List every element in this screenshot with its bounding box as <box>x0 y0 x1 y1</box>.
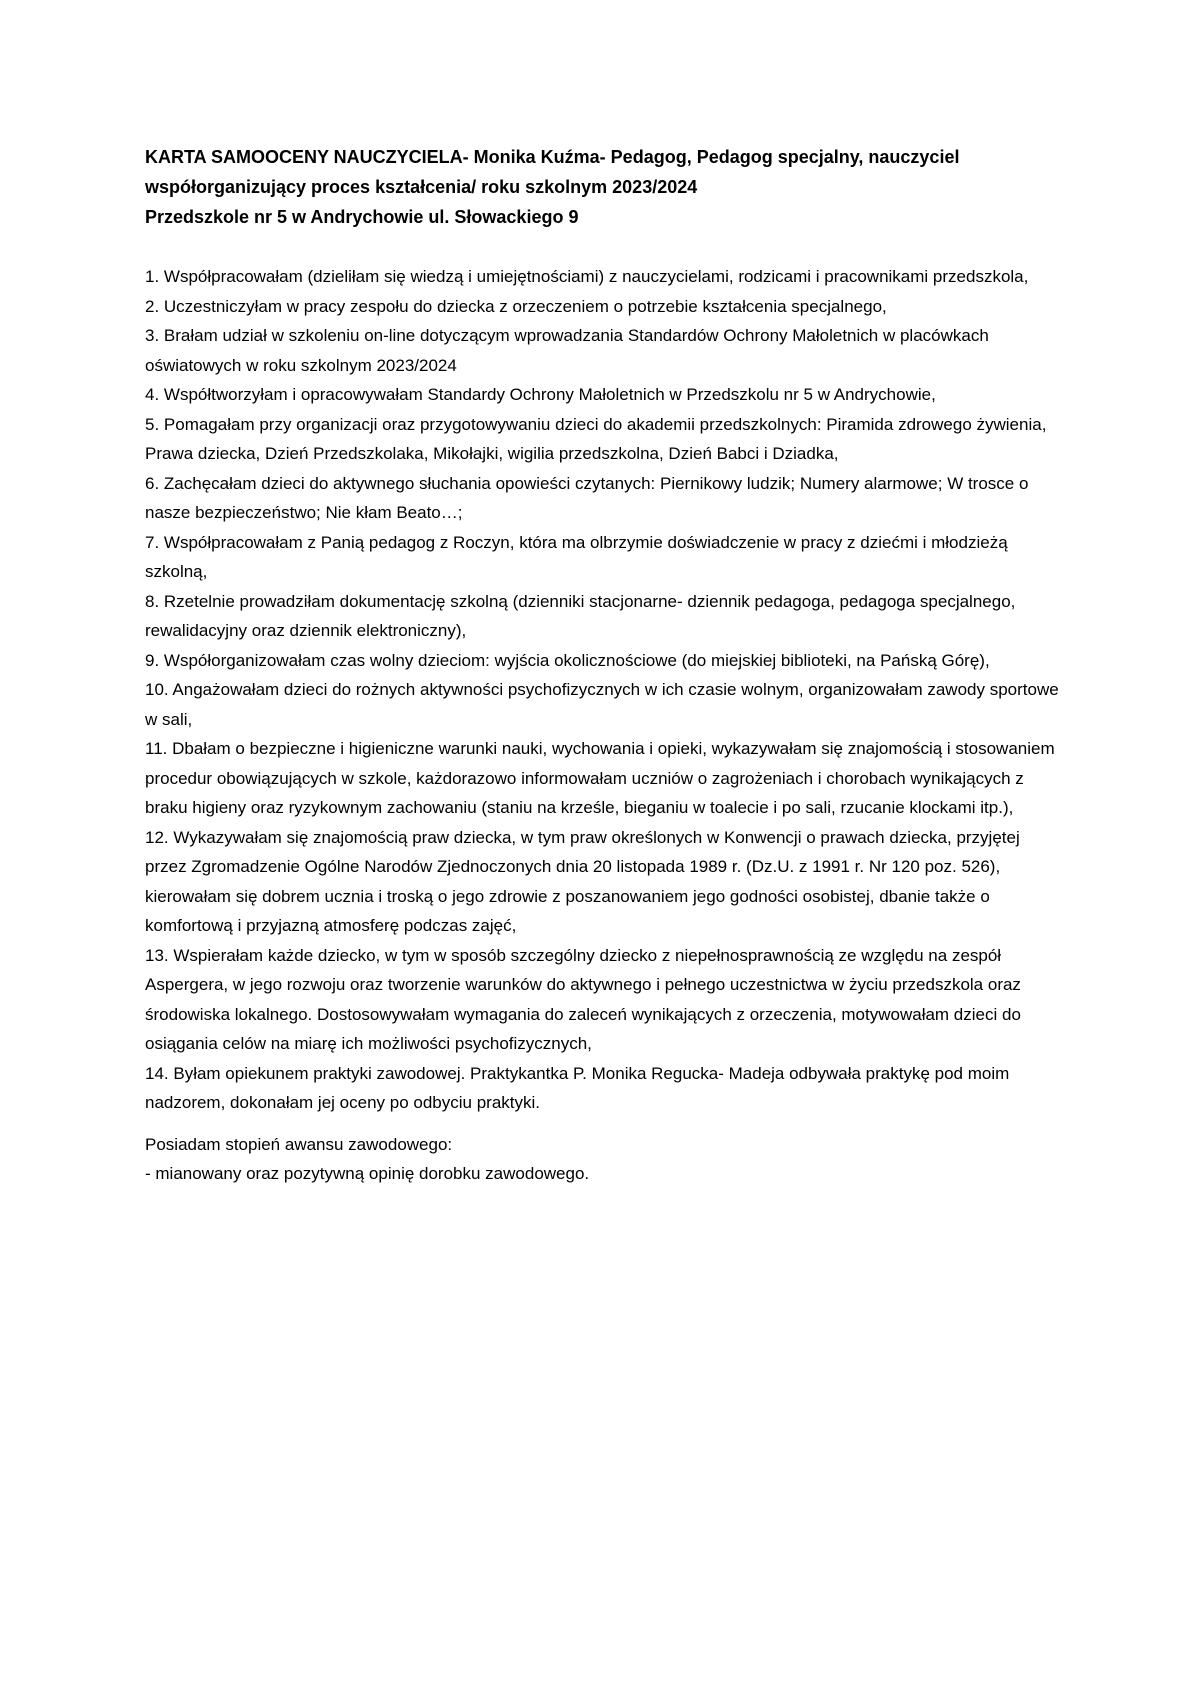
title-line-3: Przedszkole nr 5 w Andrychowie ul. Słowackiego 9 <box>145 207 579 227</box>
list-item-7: 7. Współpracowałam z Panią pedagog z Roczyn, która ma olbrzymie doświadczenie w pracy z dziećmi i młodzieżą szkolną, <box>145 532 1008 581</box>
list-item-11: 11. Dbałam o bezpieczne i higieniczne warunki nauki, wychowania i opieki, wykazywałam się znajomością i stosowaniem procedur obowiązujących w szkole, każdorazowo informowałam uczniów o zagrożeniach i chorobach wynikających z braku higieny oraz ryzykownym zachowaniu (staniu na krześle, bieganiu w toalecie i po sali, rzucanie klockami itp.), <box>145 739 1055 817</box>
list-item-10: 10. Angażowałam dzieci do rożnych aktywności psychofizycznych w ich czasie wolnym, organizowałam zawody sportowe w sali, <box>145 680 1059 729</box>
title-line-2: współorganizujący proces kształcenia/ roku szkolnym 2023/2024 <box>145 177 698 197</box>
list-item-1: 1. Współpracowałam (dzieliłam się wiedzą i umiejętnościami) z nauczycielami, rodzicami i pracownikami przedszkola, <box>145 267 1029 286</box>
title-line-1: KARTA SAMOOCENY NAUCZYCIELA- Monika Kuźma- Pedagog, Pedagog specjalny, nauczyciel <box>145 147 960 167</box>
list-item-3: 3. Brałam udział w szkoleniu on-line dotyczącym wprowadzania Standardów Ochrony Małoletnich w placówkach oświatowych w roku szkolnym 2023/2024 <box>145 326 989 375</box>
list-item-12: 12. Wykazywałam się znajomością praw dziecka, w tym praw określonych w Konwencji o prawach dziecka, przyjętej przez Zgromadzenie Ogólne Narodów Zjednoczonych dnia 20 listopada 1989 r. (Dz.U. z 1991 r. Nr 120 poz. 526), kierowałam się dobrem ucznia i troską o jego zdrowie z poszanowaniem jego godności osobistej, dbanie także o komfortową i przyjazną atmosferę podczas zajęć, <box>145 827 1020 935</box>
achievements-list <box>145 262 1065 1118</box>
closing-section <box>145 1130 1065 1189</box>
promotion-level-value: - mianowany oraz pozytywną opinię dorobku zawodowego. <box>145 1164 590 1183</box>
list-item-13: 13. Wspierałam każde dziecko, w tym w sposób szczególny dziecko z niepełnosprawnością ze względu na zespół Aspergera, w jego rozwoju oraz tworzenie warunków do aktywnego i pełnego uczestnictwa w życiu przedszkola oraz środowiska lokalnego. Dostosowywałam wymagania do zaleceń wynikających z orzeczenia, motywowałam dzieci do osiągania celów na miarę ich możliwości psychofizycznych, <box>145 945 1021 1053</box>
promotion-level-label: Posiadam stopień awansu zawodowego: <box>145 1134 453 1154</box>
list-item-6: 6. Zachęcałam dzieci do aktywnego słuchania opowieści czytanych: Piernikowy ludzik; Numery alarmowe; W trosce o nasze bezpieczeństwo; Nie kłam Beato…; <box>145 473 1029 522</box>
list-item-8: 8. Rzetelnie prowadziłam dokumentację szkolną (dzienniki stacjonarne- dziennik pedagoga, pedagoga specjalnego, rewalidacyjny oraz dziennik elektroniczny), <box>145 591 1016 640</box>
document-page <box>145 142 1065 1189</box>
document-title <box>145 142 1065 232</box>
list-item-2: 2. Uczestniczyłam w pracy zespołu do dziecka z orzeczeniem o potrzebie kształcenia specjalnego, <box>145 296 887 316</box>
list-item-4: 4. Współtworzyłam i opracowywałam Standardy Ochrony Małoletnich w Przedszkolu nr 5 w Andrychowie, <box>145 385 936 404</box>
list-item-5: 5. Pomagałam przy organizacji oraz przygotowywaniu dzieci do akademii przedszkolnych: Piramida zdrowego żywienia, Prawa dziecka, Dzień Przedszkolaka, Mikołajki, wigilia przedszkolna, Dzień Babci i Dziadka, <box>145 414 1047 463</box>
list-item-14: 14. Byłam opiekunem praktyki zawodowej. Praktykantka P. Monika Regucka- Madeja odbywała praktykę pod moim nadzorem, dokonałam jej oceny po odbyciu praktyki. <box>145 1063 1010 1112</box>
list-item-9: 9. Współorganizowałam czas wolny dzieciom: wyjścia okolicznościowe (do miejskiej biblioteki, na Pańską Górę), <box>145 650 990 670</box>
